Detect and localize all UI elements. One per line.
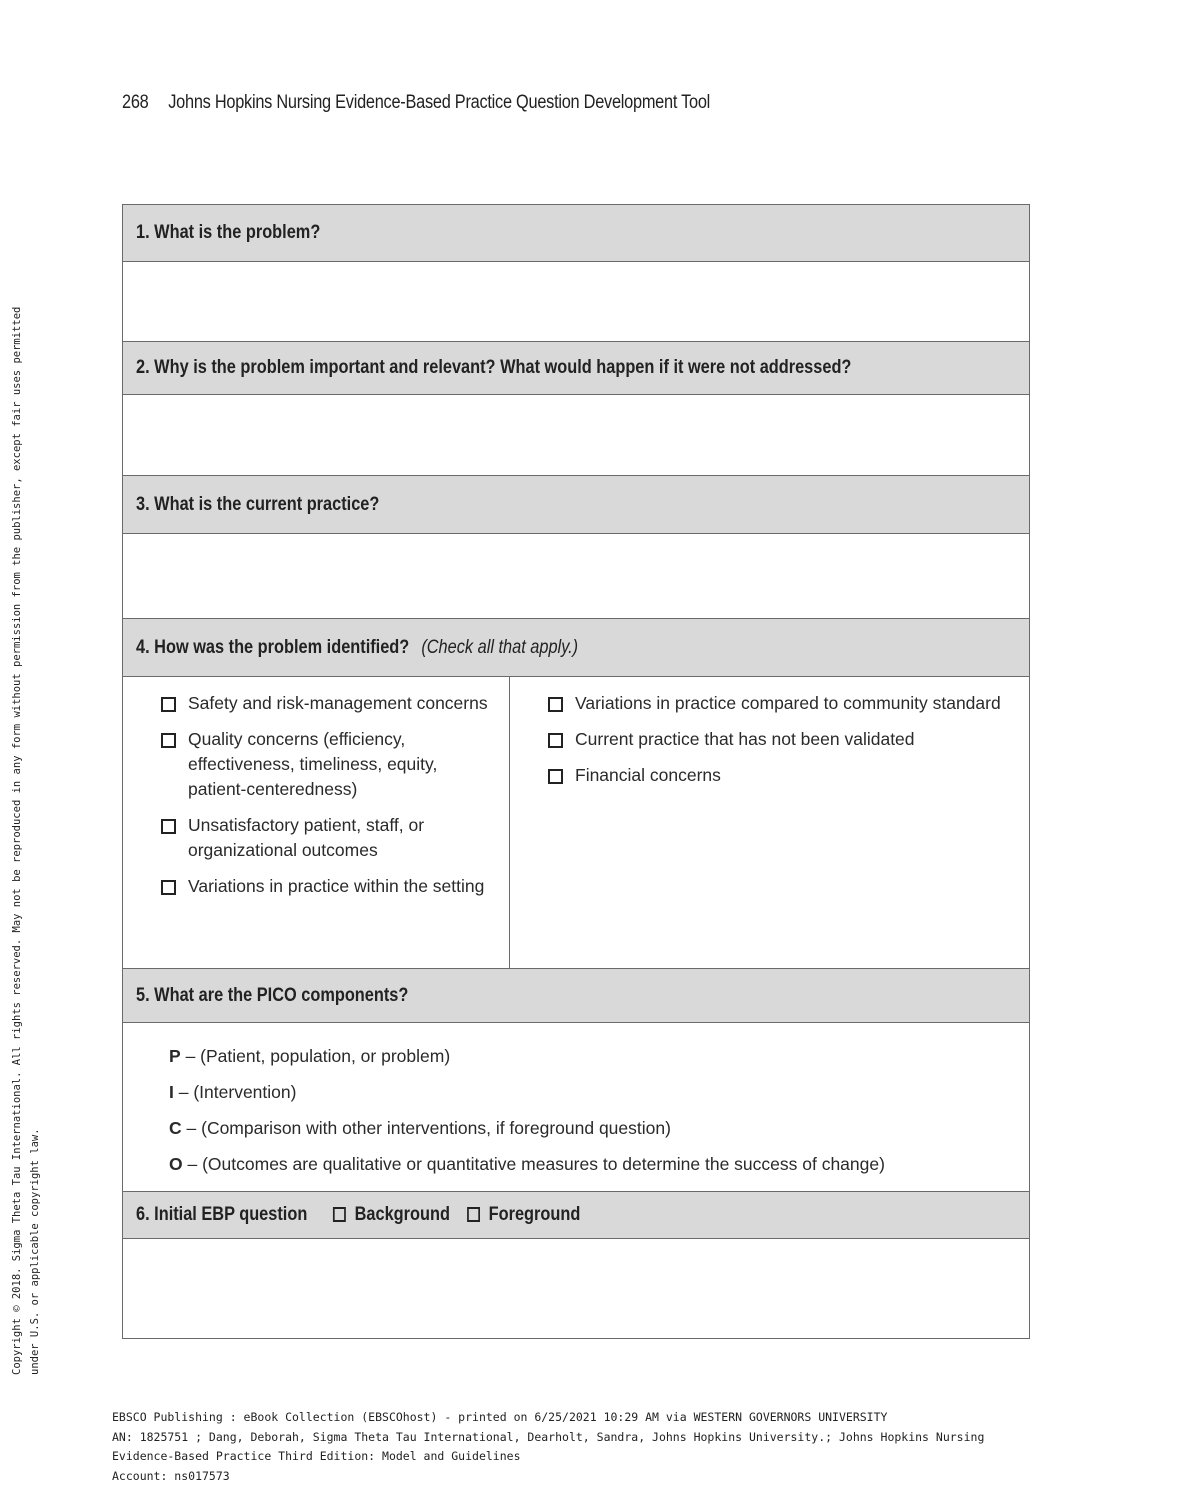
section-2-answer-area[interactable] bbox=[123, 395, 1029, 476]
options-left-column bbox=[123, 677, 510, 968]
copyright-line-1: Copyright © 2018. Sigma Theta Tau International. All rights reserved. May not be reproduced in any form without permission from the publisher, except fair uses permitted bbox=[8, 125, 26, 1375]
option-label: Variations in practice within the setting bbox=[188, 874, 502, 899]
checkbox[interactable] bbox=[548, 697, 563, 712]
section-2-title: 2. Why is the problem important and relevant? What would happen if it were not addressed? bbox=[136, 357, 851, 379]
running-head-title: Johns Hopkins Nursing Evidence-Based Practice Question Development Tool bbox=[168, 92, 710, 113]
section-4-title: 4. How was the problem identified? bbox=[136, 637, 409, 658]
section-4-header bbox=[123, 619, 1029, 677]
option-label: Financial concerns bbox=[575, 763, 739, 788]
copyright-line-2: under U.S. or applicable copyright law. bbox=[26, 125, 44, 1375]
foreground-checkbox[interactable] bbox=[467, 1207, 480, 1222]
option-label: Unsatisfactory patient, staff, or organizational outcomes bbox=[188, 813, 509, 863]
checkbox[interactable] bbox=[161, 733, 176, 748]
checkbox[interactable] bbox=[161, 819, 176, 834]
pico-description: – (Comparison with other interventions, if foreground question) bbox=[187, 1118, 671, 1138]
section-3-answer-area[interactable] bbox=[123, 534, 1029, 619]
option-label: Current practice that has not been validated bbox=[575, 727, 933, 752]
footer-line-4: Account: ns017573 bbox=[112, 1467, 984, 1486]
section-5-title: 5. What are the PICO components? bbox=[136, 985, 408, 1007]
footer-line-1: EBSCO Publishing : eBook Collection (EBSCOhost) - printed on 6/25/2021 10:29 AM via WESTERN GOVERNORS UNIVERSITY bbox=[112, 1408, 984, 1428]
section-6-answer-area[interactable] bbox=[123, 1239, 1029, 1338]
section-2-header bbox=[123, 342, 1029, 395]
pico-letter: I bbox=[169, 1082, 174, 1102]
footer-line-3: Evidence-Based Practice Third Edition: Model and Guidelines bbox=[112, 1447, 984, 1467]
ebsco-footer bbox=[112, 1408, 984, 1486]
option-label: Safety and risk-management concerns bbox=[188, 691, 506, 716]
option-variations-community-standard[interactable] bbox=[548, 691, 1029, 716]
section-3-title: 3. What is the current practice? bbox=[136, 494, 379, 516]
option-not-validated[interactable] bbox=[548, 727, 1029, 752]
option-financial-concerns[interactable] bbox=[548, 763, 1029, 788]
option-quality-concerns[interactable] bbox=[161, 727, 509, 802]
checkbox[interactable] bbox=[161, 697, 176, 712]
section-3-header bbox=[123, 476, 1029, 534]
option-unsatisfactory-outcomes[interactable] bbox=[161, 813, 509, 863]
section-4-note: (Check all that apply.) bbox=[421, 637, 578, 658]
background-label: Background bbox=[355, 1204, 450, 1225]
running-head bbox=[122, 92, 710, 114]
pico-row-p bbox=[169, 1038, 1029, 1074]
option-label: Quality concerns (efficiency, effectiveness, timeliness, equity, patient-centeredness) bbox=[188, 727, 509, 802]
pico-letter: O bbox=[169, 1154, 183, 1174]
footer-line-2: AN: 1825751 ; Dang, Deborah, Sigma Theta Tau International, Dearholt, Sandra, Johns Hopkins University.; Johns Hopkins Nursing bbox=[112, 1428, 984, 1448]
foreground-label: Foreground bbox=[489, 1204, 581, 1225]
pico-row-i bbox=[169, 1074, 1029, 1110]
option-label: Variations in practice compared to community standard bbox=[575, 691, 1019, 716]
section-1-answer-area[interactable] bbox=[123, 262, 1029, 342]
question-development-form bbox=[122, 204, 1030, 1339]
option-variations-within-setting[interactable] bbox=[161, 874, 509, 899]
section-1-header bbox=[123, 205, 1029, 262]
pico-description: – (Patient, population, or problem) bbox=[186, 1046, 451, 1066]
checkbox[interactable] bbox=[161, 880, 176, 895]
section-6-title: 6. Initial EBP question bbox=[136, 1204, 307, 1225]
pico-row-o bbox=[169, 1146, 1029, 1182]
section-6-header bbox=[123, 1192, 1029, 1239]
pico-description: – (Intervention) bbox=[179, 1082, 297, 1102]
checkbox[interactable] bbox=[548, 733, 563, 748]
copyright-side-note bbox=[8, 125, 44, 1375]
problem-identification-options bbox=[123, 677, 1029, 969]
pico-components bbox=[123, 1023, 1029, 1192]
section-1-title: 1. What is the problem? bbox=[136, 222, 320, 244]
checkbox[interactable] bbox=[548, 769, 563, 784]
pico-letter: P bbox=[169, 1046, 181, 1066]
pico-letter: C bbox=[169, 1118, 182, 1138]
pico-description: – (Outcomes are qualitative or quantitative measures to determine the success of change) bbox=[188, 1154, 885, 1174]
section-5-header bbox=[123, 969, 1029, 1023]
pico-row-c bbox=[169, 1110, 1029, 1146]
options-right-column bbox=[510, 677, 1029, 968]
option-safety-risk[interactable] bbox=[161, 691, 509, 716]
background-checkbox[interactable] bbox=[333, 1207, 346, 1222]
page-number: 268 bbox=[122, 92, 148, 113]
